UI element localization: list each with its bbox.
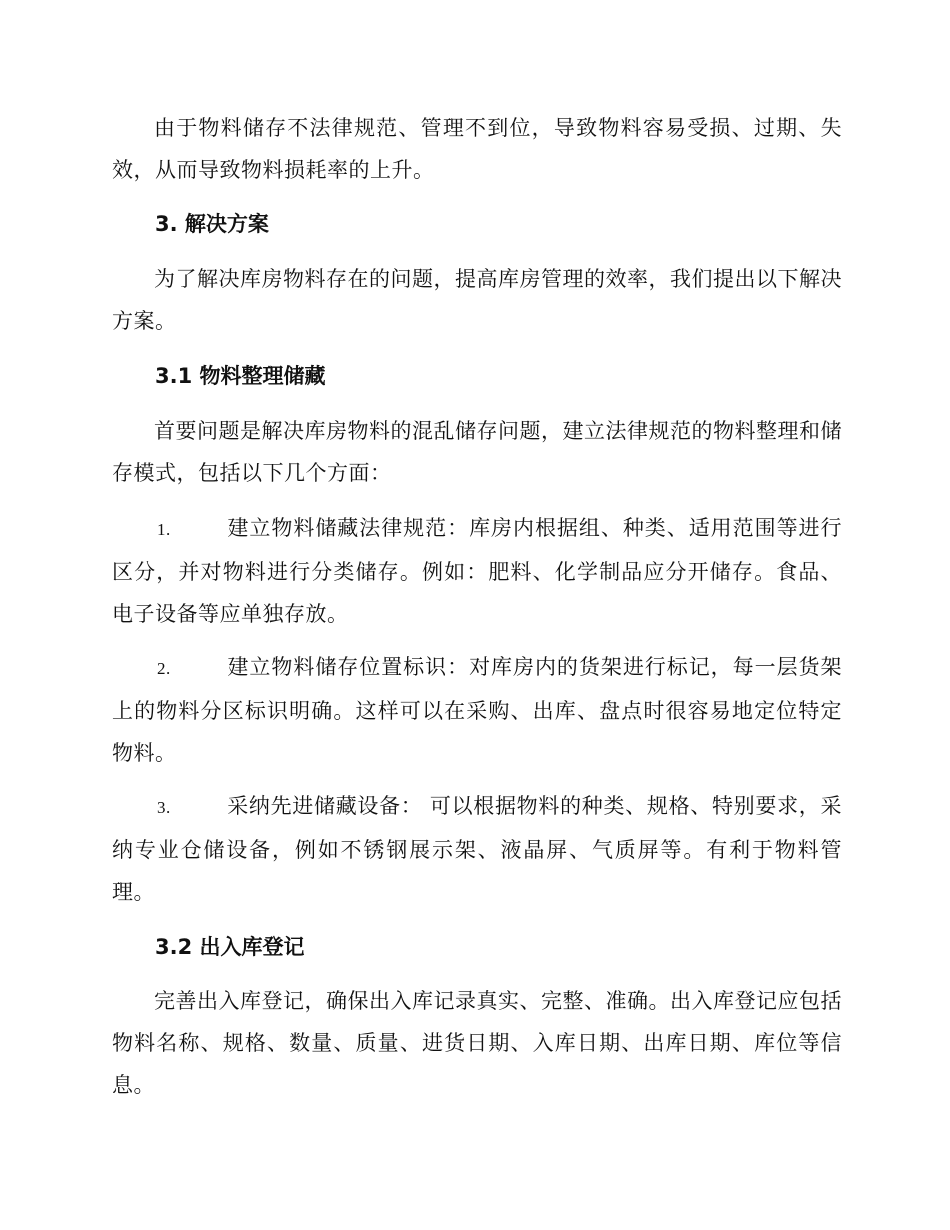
list-text: 采纳先进储藏设备： 可以根据物料的种类、规格、特别要求，采纳专业仓储设备，例如不锈钢展示架、液晶屏、气质屏等。有利于物料管理。	[112, 794, 842, 904]
solution-intro-paragraph: 为了解决库房物料存在的问题，提高库房管理的效率，我们提出以下解决方案。	[112, 267, 842, 333]
intro-paragraph: 由于物料储存不法律规范、管理不到位，导致物料容易受损、过期、失效，从而导致物料损耗率的上升。	[112, 116, 842, 182]
inout-paragraph: 完善出入库登记，确保出入库记录真实、完整、准确。出入库登记应包括物料名称、规格、数量、质量、进货日期、入库日期、出库日期、库位等信息。	[112, 989, 842, 1097]
list-item	[112, 785, 842, 913]
section-heading-storage: 3.1 物料整理储藏	[155, 364, 326, 388]
storage-intro-paragraph: 首要问题是解决库房物料的混乱储存问题，建立法律规范的物料整理和储存模式，包括以下几个方面：	[112, 419, 842, 485]
list-item	[112, 646, 842, 774]
section-heading-solution: 3. 解决方案	[155, 212, 269, 236]
list-text: 建立物料储存位置标识：对库房内的货架进行标记，每一层货架上的物料分区标识明确。这样可以在采购、出库、盘点时很容易地定位特定物料。	[112, 655, 842, 765]
section-heading-inout: 3.2 出入库登记	[155, 935, 305, 959]
list-item	[112, 507, 842, 635]
list-number: 3.	[157, 798, 171, 817]
list-number: 2.	[157, 659, 171, 678]
list-number: 1.	[157, 520, 171, 539]
list-text: 建立物料储藏法律规范：库房内根据组、种类、适用范围等进行区分，并对物料进行分类储存。例如：肥料、化学制品应分开储存。食品、电子设备等应单独存放。	[112, 516, 842, 626]
